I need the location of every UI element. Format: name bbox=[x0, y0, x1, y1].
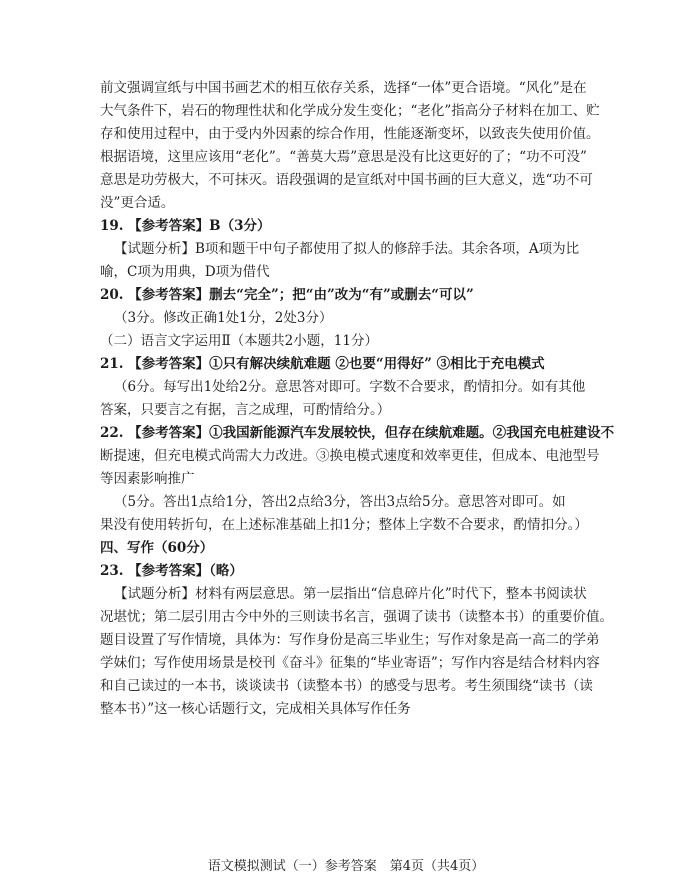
answer-20-header: 20. 【参考答案】删去“完全”；把“由”改为“有”或删去“可以” bbox=[100, 287, 474, 303]
text-line: 题目设置了写作情境，具体为：写作身份是高三毕业生；写作对象是高一高二的学弟 bbox=[100, 632, 600, 648]
text-line: 整本书）”这一核心话题行文，完成相关具体写作任务 bbox=[100, 701, 411, 717]
text-line: （3分。修改正确1处1分，2处3分） bbox=[114, 310, 333, 326]
text-line: 前文强调宣纸与中国书画艺术的相互依存关系，选择“一体”更合语境。“风化”是在 bbox=[100, 80, 587, 96]
answer-22-header: 22. 【参考答案】①我国新能源汽车发展较快，但存在续航难题。②我国充电桩建设不 bbox=[100, 425, 615, 441]
text-line: 学妹们；写作使用场景是校刊《奋斗》征集的“毕业寄语”；写作内容是结合材料内容 bbox=[100, 655, 600, 671]
text-line: 意思是功劳极大，不可抹灭。语段强调的是宣纸对中国书画的巨大意义，选“功不可 bbox=[100, 172, 593, 188]
text-line: 况堪忧；第二层引用古今中外的三则读书名言，强调了读书（读整本书）的重要价值。 bbox=[100, 609, 613, 625]
text-line: 【试题分析】B项和题干中句子都使用了拟人的修辞手法。其余各项，A项为比 bbox=[114, 241, 580, 257]
text-line: 没”更合适。 bbox=[100, 195, 175, 211]
section-heading-writing: 四、写作（60分） bbox=[100, 540, 214, 556]
text-line: 【试题分析】材料有两层意思。第一层指出“信息碎片化”时代下，整本书阅读状 bbox=[114, 586, 587, 602]
page-footer: 语文模拟测试（一）参考答案 第4页（共4页） bbox=[207, 859, 485, 874]
text-line: 果没有使用转折句，在上述标准基础上扣1分；整体上字数不合要求，酌情扣分。） bbox=[100, 517, 588, 533]
text-line: 大气条件下，岩石的物理性状和化学成分发生变化；“老化”指高分子材料在加工、贮 bbox=[100, 103, 600, 119]
text-line: 等因素影响推广 bbox=[100, 471, 195, 487]
text-line: 存和使用过程中，由于受内外因素的综合作用，性能逐渐变坏，以致丧失使用价值。 bbox=[100, 126, 600, 142]
text-line: 答案，只要言之有据，言之成理，可酌情给分。） bbox=[100, 402, 391, 418]
section-heading: （二）语言文字运用Ⅱ（本题共2小题，11分） bbox=[100, 333, 378, 349]
answer-21-header: 21. 【参考答案】①只有解决续航难题 ②也要“用得好” ③相比于充电模式 bbox=[100, 356, 545, 372]
text-line: 断提速，但充电模式尚需大力改进。③换电模式速度和效率更佳，但成本、电池型号 bbox=[100, 448, 600, 464]
text-line: （5分。答出1点给1分，答出2点给3分，答出3点给5分。意思答对即可。如 bbox=[114, 494, 566, 510]
text-line: 根据语境，这里应该用“老化”。“善莫大焉”意思是没有比这更好的了；“功不可没” bbox=[100, 149, 587, 165]
text-line: （6分。每写出1处给2分。意思答对即可。字数不合要求，酌情扣分。如有其他 bbox=[114, 379, 586, 395]
answer-23-header: 23. 【参考答案】（略） bbox=[100, 563, 243, 579]
text-line: 和自己读过的一本书，谈谈读书（读整本书）的感受与思考。考生须围绕“读书（读 bbox=[100, 678, 593, 694]
text-line: 喻，C项为用典，D项为借代 bbox=[100, 264, 270, 280]
answer-19-header: 19. 【参考答案】B（3分） bbox=[100, 218, 271, 234]
